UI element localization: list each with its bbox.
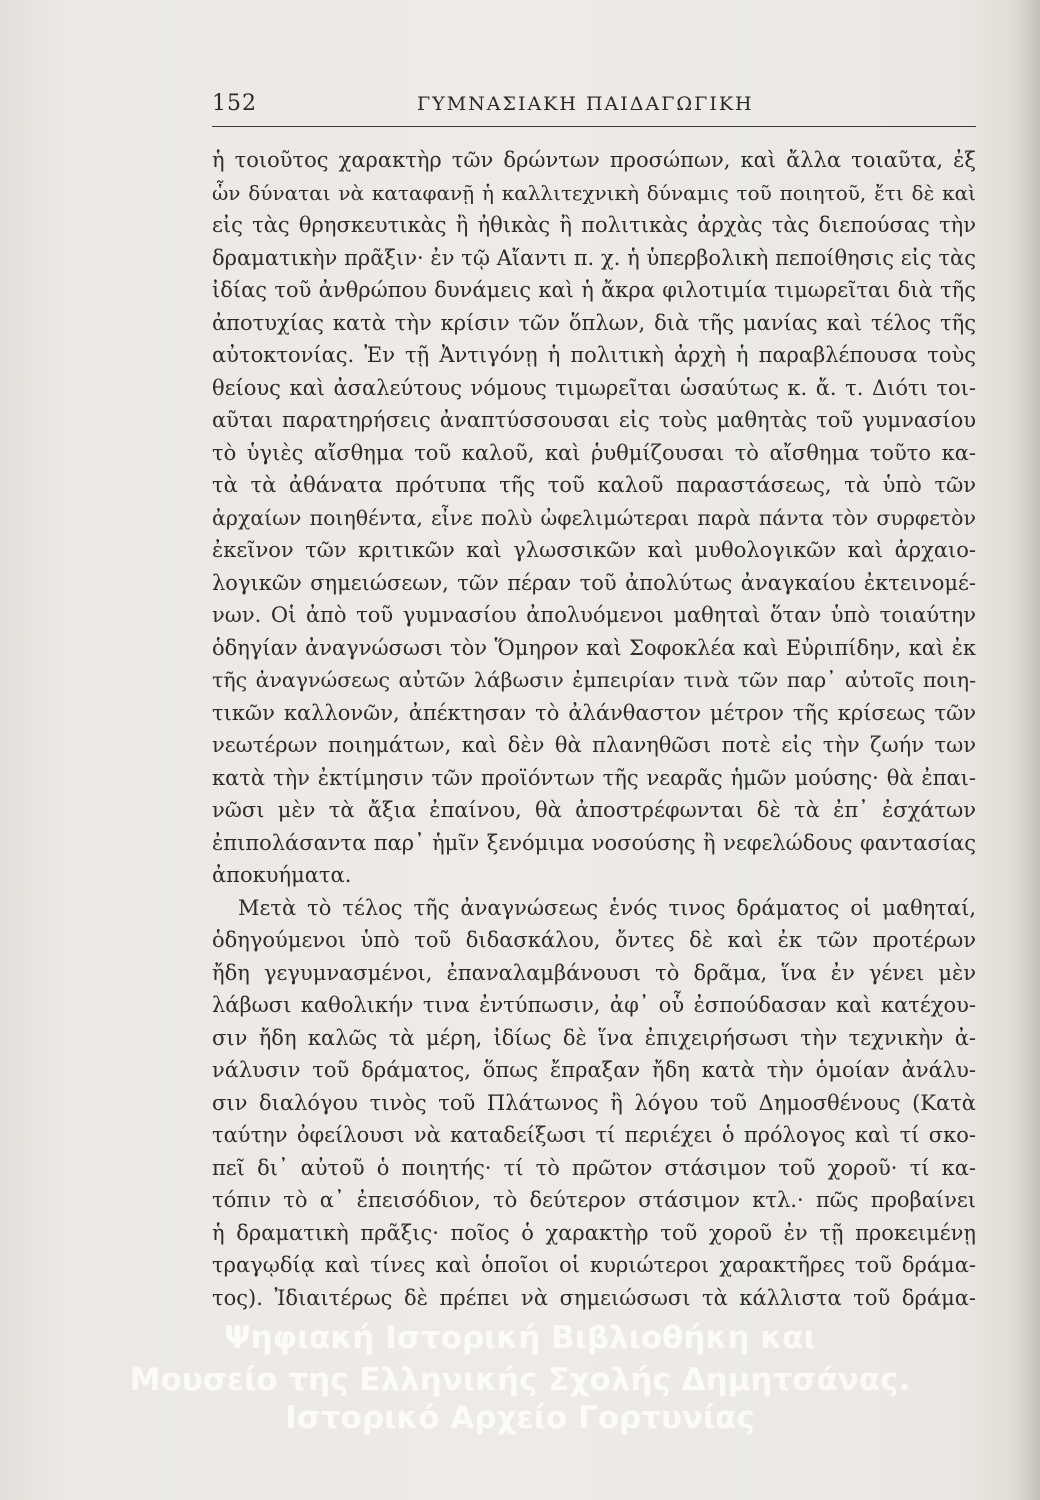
text-line: ἐπιπολάσαντα παρ᾽ ἡμῖν ξενόμιμα νοσούσης ἢ νεφελώδους φαντασίας [212, 830, 976, 855]
watermark-line-1: Ψηφιακή Ιστορική Βιβλιοθήκη και [224, 1320, 816, 1356]
text-line: τὰ τὰ ἀθάνατα πρότυπα τῆς τοῦ καλοῦ παραστάσεως, τὰ ὑπὸ τῶν [212, 473, 976, 497]
page-number: 152 [212, 91, 257, 116]
text-line: νῶσι μὲν τὰ ἄξια ἐπαίνου, θὰ ἀποστρέφωνται δὲ τὰ ἐπ᾽ ἐσχάτων [212, 798, 976, 822]
text-line: λάβωσι καθολικήν τινα ἐντύπωσιν, ἀφ᾽ οὗ ἐσπούδασαν καὶ κατέχου- [212, 993, 976, 1017]
text-line: θείους καὶ ἀσαλεύτους νόμους τιμωρεῖται ὡσαύτως κ. ἄ. τ. Διότι τοι- [212, 375, 976, 400]
text-line: τῆς ἀναγνώσεως αὐτῶν λάβωσιν ἐμπειρίαν τινὰ τῶν παρ᾽ αὐτοῖς ποιη- [212, 668, 976, 692]
text-line: ὁδηγίαν ἀναγνώσωσι τὸν Ὅμηρον καὶ Σοφοκλέα καὶ Εὐριπίδην, καὶ ἐκ [212, 635, 976, 660]
text-line: λογικῶν σημειώσεων, τῶν πέραν τοῦ ἀπολύτως ἀναγκαίου ἐκτεινομέ- [212, 570, 976, 595]
text-line: τικῶν καλλονῶν, ἀπέκτησαν τὸ ἀλάνθαστον μέτρον τῆς κρίσεως τῶν [212, 700, 976, 725]
text-line: δραματικὴν πρᾶξιν· ἐν τῷ Αἴαντι π. χ. ἡ ὑπερβολικὴ πεποίθησις εἰς τὰς [212, 245, 976, 270]
text-line: αῦται παρατηρήσεις ἀναπτύσσουσαι εἰς τοὺς μαθητὰς τοῦ γυμνασίου [212, 408, 976, 432]
text-line: ἤδη γεγυμνασμένοι, ἐπαναλαμβάνουσι τὸ δρᾶμα, ἵνα ἐν γένει μὲν [212, 960, 976, 985]
header-rule [212, 126, 976, 127]
text-line: νάλυσιν τοῦ δράματος, ὅπως ἔπραξαν ἤδη κατὰ τὴν ὁμοίαν ἀνάλυ- [212, 1058, 976, 1082]
text-line: ὧν δύναται νὰ καταφανῇ ἡ καλλιτεχνικὴ δύναμις τοῦ ποιητοῦ, ἔτι δὲ καὶ [212, 180, 976, 205]
text-line: τόπιν τὸ α᾽ ἐπεισόδιον, τὸ δεύτερον στάσιμον κτλ.· πῶς προβαίνει [212, 1188, 976, 1212]
text-line: σιν διαλόγου τινὸς τοῦ Πλάτωνος ἢ λόγου τοῦ Δημοσθένους (Κατὰ [212, 1090, 976, 1115]
text-line: ἡ δραματικὴ πρᾶξις· ποῖος ὁ χαρακτὴρ τοῦ χοροῦ ἐν τῇ προκειμένῃ [212, 1220, 976, 1245]
text-line: τὸ ὑγιὲς αἴσθημα τοῦ καλοῦ, καὶ ῥυθμίζουσαι τὸ αἴσθημα τοῦτο κα- [212, 440, 976, 465]
watermark-line-2: Μουσείο της Ελληνικής Σχολής Δημητσάνας. [129, 1362, 911, 1398]
text-line: ἀποτυχίας κατὰ τὴν κρίσιν τῶν ὅπλων, διὰ τῆς μανίας καὶ τέλος τῆς [212, 310, 976, 335]
text-line: ἀρχαίων ποιηθέντα, εἶνε πολὺ ὠφελιμώτεραι παρὰ πάντα τὸν συρφετὸν [212, 505, 976, 530]
text-line: ἐκεῖνον τῶν κριτικῶν καὶ γλωσσικῶν καὶ μυθολογικῶν καὶ ἀρχαιο- [212, 538, 976, 562]
text-line: τος). Ἰδιαιτέρως δὲ πρέπει νὰ σημειώσωσι τὰ κάλλιστα τοῦ δράμα- [212, 1285, 976, 1310]
text-line: εἰς τὰς θρησκευτικὰς ἢ ἠθικὰς ἢ πολιτικὰς ἀρχὰς τὰς διεπούσας τὴν [212, 213, 976, 237]
watermark-line-3: Ιστορικό Αρχείο Γορτυνίας [285, 1400, 755, 1436]
text-line: νεωτέρων ποιημάτων, καὶ δὲν θὰ πλανηθῶσι ποτὲ εἰς τὴν ζωήν των [212, 733, 976, 757]
text-line: κατὰ τὴν ἐκτίμησιν τῶν προϊόντων τῆς νεαρᾶς ἡμῶν μούσης· θὰ ἐπαι- [212, 765, 976, 790]
text-line: ταύτην ὀφείλουσι νὰ καταδείξωσι τί περιέχει ὁ πρόλογος καὶ τί σκο- [212, 1123, 976, 1147]
paragraph-end-line: ἀποκυήματα. [212, 863, 352, 887]
text-line: ἡ τοιοῦτος χαρακτὴρ τῶν δρώντων προσώπων, καὶ ἄλλα τοιαῦτα, ἐξ [212, 148, 976, 172]
page-edge-shadow [1010, 0, 1040, 1500]
body-text [212, 144, 976, 1314]
running-title: ΓΥΜΝΑΣΙΑΚΗ ΠΑΙΔΑΓΩΓΙΚΗ [417, 93, 754, 115]
text-line: νων. Οἱ ἀπὸ τοῦ γυμνασίου ἀπολυόμενοι μαθηταὶ ὅταν ὑπὸ τοιαύτην [212, 603, 976, 627]
text-line: πεῖ δι᾽ αὐτοῦ ὁ ποιητής· τί τὸ πρῶτον στάσιμον τοῦ χοροῦ· τί κα- [212, 1155, 976, 1180]
text-line: ἰδίας τοῦ ἀνθρώπου δυνάμεις καὶ ἡ ἄκρα φιλοτιμία τιμωρεῖται διὰ τῆς [212, 278, 976, 302]
page-header [212, 91, 976, 121]
text-line: σιν ἤδη καλῶς τὰ μέρη, ἰδίως δὲ ἵνα ἐπιχειρήσωσι τὴν τεχνικὴν ἀ- [212, 1025, 976, 1050]
text-line: ὁδηγούμενοι ὑπὸ τοῦ διδασκάλου, ὄντες δὲ καὶ ἐκ τῶν προτέρων [212, 928, 976, 952]
paragraph-start-line: Μετὰ τὸ τέλος τῆς ἀναγνώσεως ἑνός τινος δράματος οἱ μαθηταί, [238, 895, 976, 920]
text-line: αὐτοκτονίας. Ἐν τῇ Ἀντιγόνῃ ἡ πολιτικὴ ἀρχὴ ἡ παραβλέπουσα τοὺς [212, 343, 976, 367]
text-line: τραγῳδίᾳ καὶ τίνες καὶ ὁποῖοι οἱ κυριώτεροι χαρακτῆρες τοῦ δράμα- [212, 1253, 976, 1277]
